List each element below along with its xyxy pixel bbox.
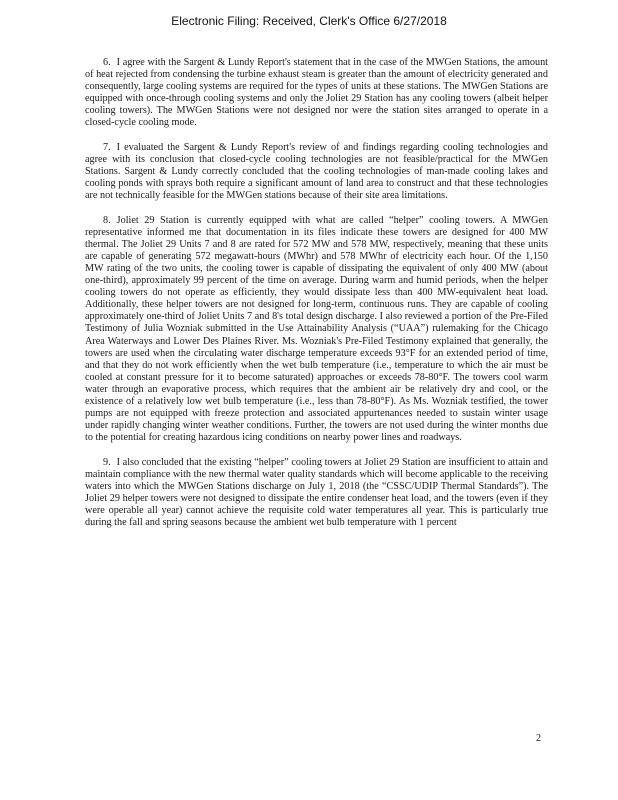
paragraph-number: 8. [103,214,111,226]
paragraph-text: I agree with the Sargent & Lundy Report's statement that in the case of the MWGen Stations, the amount of heat rejected from condensing the turbine exhaust steam is greater than the amount of electricity generated and consequently, large cooling systems are required for the types of units at these stations. The MWGen Stations are equipped with once-through cooling systems and only the Joliet 29 Station has any cooling towers (albeit helper cooling towers). The MWGen Stations were not designed nor were the station sites arranged to operate in a closed-cycle cooling mode. [85,57,548,129]
document-body [85,57,548,542]
page-number: 2 [536,733,541,744]
paragraph-7 [85,142,548,202]
paragraph-number: 6. [103,57,111,68]
paragraph-text: I evaluated the Sargent & Lundy Report's review of and findings regarding cooling technologies and agree with its conclusion that closed-cycle cooling technologies are not feasible/practical for the MWGen Stations. Sargent & Lundy correctly concluded that the cooling technologies of man-made cooling lakes and cooling ponds with sprays both require a significant amount of land area to construct and that these technologies are not technically feasible for the MWGen stations because of their site area limitations. [85,141,548,202]
paragraph-number: 9. [103,456,111,468]
filing-stamp: Electronic Filing: Received, Clerk's Office 6/27/2018 [171,14,447,28]
paragraph-text: Joliet 29 Station is currently equipped with what are called “helper” cooling towers. A MWGen representative informed me that documentation in its files indicate these towers are designed for 400 MW thermal. The Joliet 29 Units 7 and 8 are rated for 572 MW and 578 MW, respectively, meaning that these units are capable of generating 572 megawatt-hours (MWhr) and 578 MWhr of electricity each hour. Of the 1,150 MW rating of the two units, the cooling tower is capable of dissipating the equivalent of only 400 MW (about one-third), approximately 99 percent of the time on average. During warm and humid periods, when the helper cooling towers do not operate as efficiently, they would dissipate less than 400 MW-equivalent heat load. Additionally, these helper towers are not designed for long-term, continuous runs. They are capable of cooling approximately one-third of Joliet Units 7 and 8's total design discharge. I also reviewed a portion of the Pre-Filed Testimony of Julia Wozniak submitted in the Use Attainability Analysis (“UAA”) rulemaking for the Chicago Area Waterways and Lower Des Plaines River. Ms. Wozniak's Pre-Filed Testimony explained that generally, the towers are used when the circulating water discharge temperature exceeds 93°F for an extended period of time, and that they do not work efficiently when the wet bulb temperature (i.e., temperature to which the air must be cooled at constant pressure for it to become saturated) approaches or exceeds 78-80°F. The towers cool warm water through an evaporative process, which requires that the ambient air be relatively dry and cool, or the existence of a relatively low wet bulb temperature (i.e., less than 78-80°F). As Ms. Wozniak testified, the tower pumps are not equipped with freeze protection and associated appurtenances needed to sustain winter usage under rapidly changing winter weather conditions. Further, the towers are not used during the winter months due to the potential for creating hazardous icing conditions on nearby power lines and roadways. [85,214,548,444]
paragraph-9 [85,457,548,530]
paragraph-text: I also concluded that the existing “helper” cooling towers at Joliet 29 Station are insufficient to attain and maintain compliance with the new thermal water quality standards which will become applicable to the receiving waters into which the MWGen Stations discharge on July 1, 2018 (the “CSSC/UDIP Thermal Standards”). The Joliet 29 helper towers were not designed to dissipate the entire condenser heat load, and the towers (even if they were operable all year) cannot achieve the requisite cold water temperatures all year. This is particularly true during the fall and spring seasons because the ambient wet bulb temperature with 1 percent [85,456,548,529]
paragraph-number: 7. [103,141,111,153]
paragraph-8 [85,215,548,445]
paragraph-6 [85,57,548,130]
